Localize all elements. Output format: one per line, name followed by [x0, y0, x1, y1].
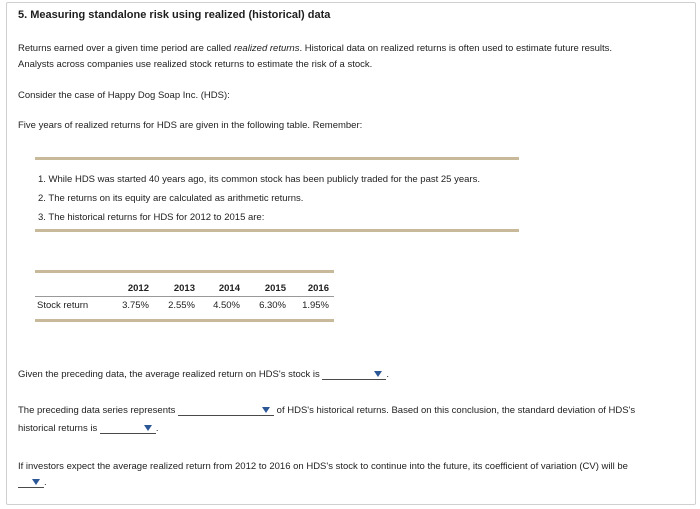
intro-line-2: Analysts across companies use realized stock returns to estimate the risk of a stock. [18, 59, 373, 70]
table-cell: 6.30% [259, 300, 286, 311]
table-header-cell: 2012 [127, 283, 149, 294]
standard-deviation-dropdown[interactable] [100, 422, 156, 434]
dropdown-arrow-icon [32, 479, 40, 485]
coefficient-of-variation-dropdown[interactable] [18, 476, 44, 488]
table-cell: 1.95% [302, 300, 329, 311]
table-cell: 4.50% [213, 300, 240, 311]
table-cell: 3.75% [122, 300, 149, 311]
question-2-line-1 [18, 404, 635, 416]
question-1-text: Given the preceding data, the average realized return on HDS's stock is [18, 369, 320, 380]
note-item: 1. While HDS was started 40 years ago, its common stock has been publicly traded for the past 25 years. [38, 174, 480, 185]
notes-top-rule [35, 157, 519, 160]
question-1 [18, 368, 389, 380]
question-1-end: . [386, 369, 390, 380]
table-header-divider [35, 296, 334, 297]
intro-line-1 [18, 41, 612, 56]
dropdown-arrow-icon [262, 407, 270, 413]
note-item: 3. The historical returns for HDS for 2012 to 2015 are: [38, 212, 265, 223]
intro-text-cont: . Historical data on realized returns is often used to estimate future results. [299, 43, 613, 54]
table-cell: 2.55% [168, 300, 195, 311]
dropdown-arrow-icon [144, 425, 152, 431]
question-3-line-1 [18, 461, 628, 472]
question-2-end: . [155, 423, 159, 434]
intro-text: Returns earned over a given time period are called [18, 43, 234, 54]
question-3-end: . [44, 477, 47, 488]
realized-returns-term: realized returns [233, 43, 300, 54]
average-return-dropdown[interactable] [322, 368, 386, 380]
table-header-cell: 2013 [173, 283, 195, 294]
table-top-rule [35, 270, 334, 273]
table-header-row [37, 280, 329, 297]
note-item: 2. The returns on its equity are calculated as arithmetic returns. [38, 193, 304, 204]
row-label: Stock return [37, 300, 89, 311]
question-2-line-2 [18, 422, 158, 434]
notes-bottom-rule [35, 229, 519, 232]
dropdown-arrow-icon [374, 371, 382, 377]
question-2-line-2-text: historical returns is [18, 423, 98, 434]
returns-table [37, 280, 329, 314]
table-header-cell: 2015 [264, 283, 286, 294]
question-2-text: The preceding data series represents [18, 405, 176, 416]
table-row [37, 297, 329, 314]
question-3-line-2 [18, 476, 47, 488]
notes-list [38, 170, 480, 227]
five-years-text: Five years of realized returns for HDS are given in the following table. Remember: [18, 120, 363, 131]
question-3-text: If investors expect the average realized return from 2012 to 2016 on HDS's stock to continue into the future, its coefficient of variation (CV) will be [18, 461, 628, 472]
case-text: Consider the case of Happy Dog Soap Inc. (HDS): [18, 90, 230, 101]
table-header-cell: 2016 [307, 283, 329, 294]
table-header-cell [37, 280, 105, 297]
table-header-cell: 2014 [218, 283, 240, 294]
section-title: 5. Measuring standalone risk using realized (historical) data [18, 9, 331, 21]
table-bottom-rule [35, 319, 334, 322]
question-2-text-cont: of HDS's historical returns. Based on this conclusion, the standard deviation of HDS's [276, 405, 636, 416]
data-series-dropdown[interactable] [178, 404, 274, 416]
